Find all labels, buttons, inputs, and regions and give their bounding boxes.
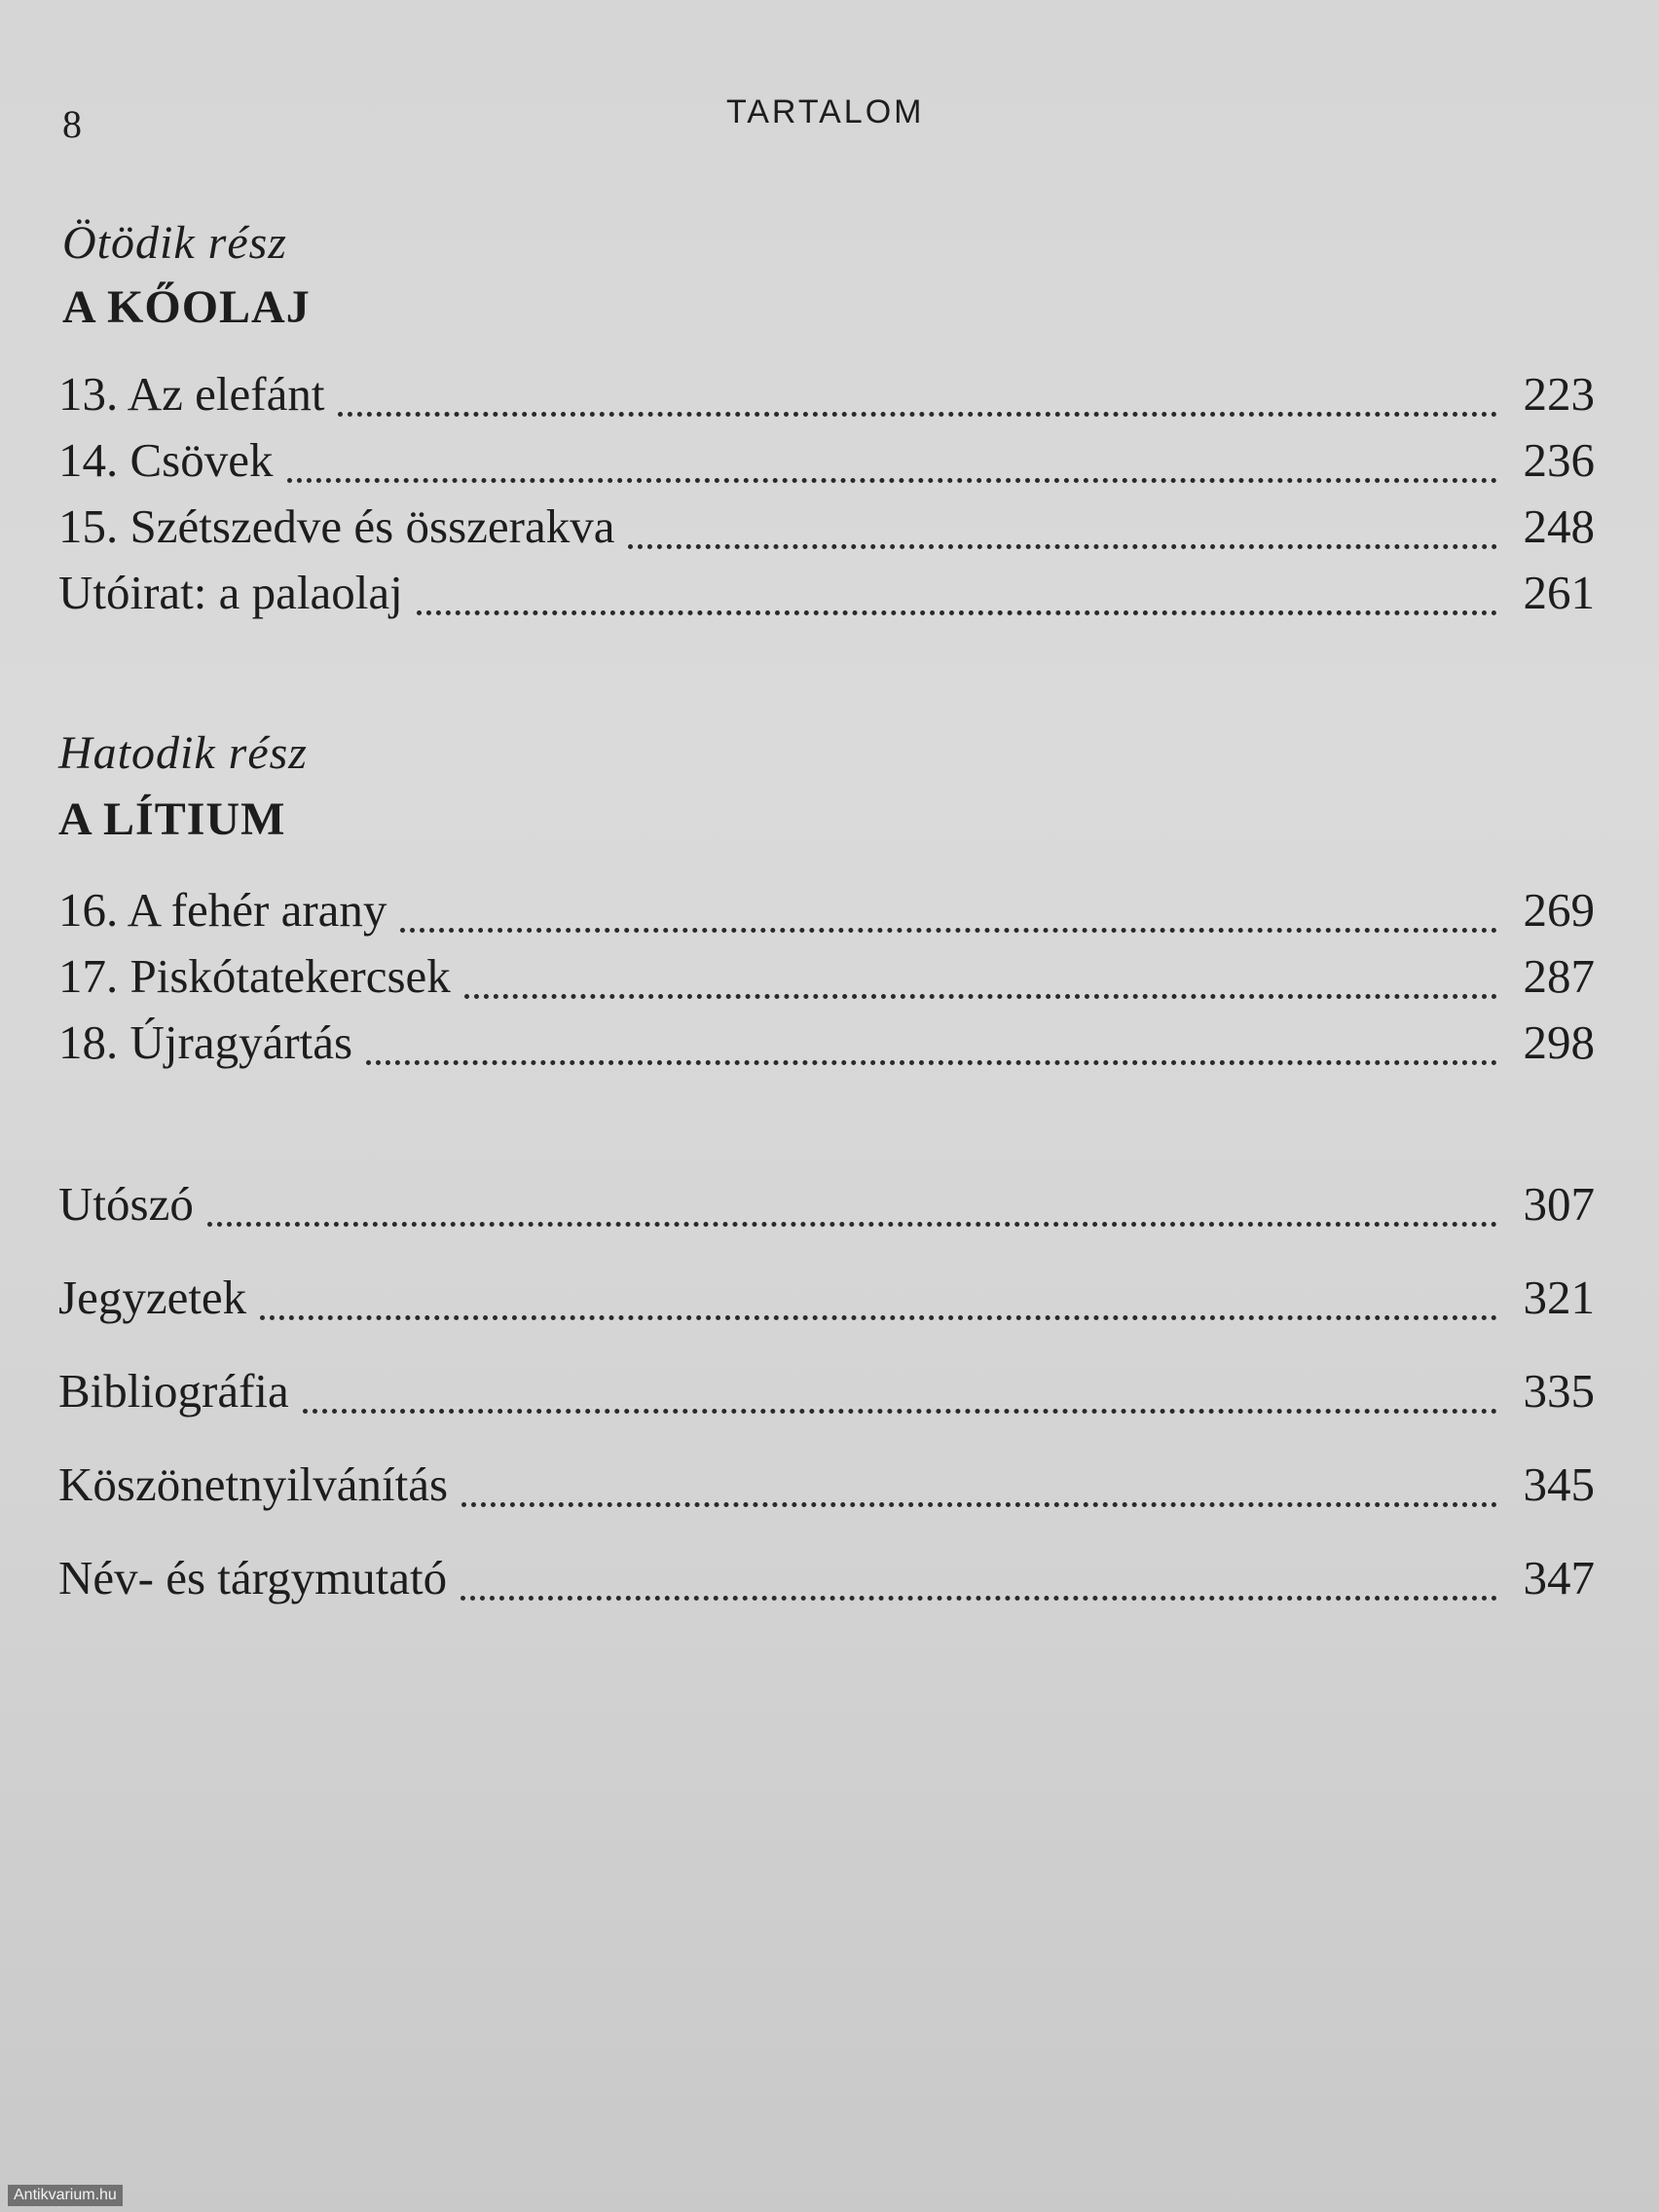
dot-leader xyxy=(464,994,1497,999)
page-number: 8 xyxy=(62,102,82,146)
dot-leader xyxy=(400,928,1497,933)
toc-entry-title: Utószó xyxy=(58,1177,194,1231)
toc-entry-page: 298 xyxy=(1523,1015,1595,1069)
toc-entry-page: 248 xyxy=(1523,499,1595,553)
toc-entry-page: 287 xyxy=(1523,949,1595,1003)
dot-leader xyxy=(260,1315,1497,1320)
toc-entry[interactable] xyxy=(58,948,1595,1009)
toc-entry[interactable] xyxy=(58,1456,1595,1517)
toc-entry[interactable] xyxy=(58,882,1595,942)
toc-entry-title: Jegyzetek xyxy=(58,1271,247,1324)
toc-entry[interactable] xyxy=(58,366,1595,426)
part-title: A LÍTIUM xyxy=(58,793,286,845)
part-label: Hatodik rész xyxy=(58,727,308,779)
toc-entry[interactable] xyxy=(58,1550,1595,1610)
dot-leader xyxy=(366,1060,1497,1065)
site-watermark: Antikvarium.hu xyxy=(8,2185,123,2206)
dot-leader xyxy=(303,1409,1497,1414)
toc-entry-title: Bibliográfia xyxy=(58,1364,289,1418)
toc-entry-page: 269 xyxy=(1523,883,1595,937)
dot-leader xyxy=(287,478,1498,483)
dot-leader xyxy=(338,412,1497,417)
toc-entry-title: 18. Újragyártás xyxy=(58,1015,353,1069)
toc-entry[interactable] xyxy=(58,432,1595,493)
toc-entry-page: 345 xyxy=(1523,1457,1595,1511)
toc-entry-title: 17. Piskótatekercsek xyxy=(58,949,451,1003)
toc-entry-title: 14. Csövek xyxy=(58,433,274,487)
toc-entry-page: 347 xyxy=(1523,1551,1595,1604)
toc-entry[interactable] xyxy=(58,1014,1595,1075)
toc-entry-title: Név- és tárgymutató xyxy=(58,1551,448,1604)
toc-entry-page: 321 xyxy=(1523,1271,1595,1324)
toc-entry-title: 13. Az elefánt xyxy=(58,367,325,421)
toc-entry-title: 16. A fehér arany xyxy=(58,883,387,937)
toc-entry-page: 335 xyxy=(1523,1364,1595,1418)
toc-entry[interactable] xyxy=(58,1363,1595,1423)
dot-leader xyxy=(461,1596,1497,1601)
toc-entry[interactable] xyxy=(58,1270,1595,1330)
running-head: TARTALOM xyxy=(726,93,925,130)
dot-leader xyxy=(628,544,1497,549)
toc-entry-title: Köszönetnyilvánítás xyxy=(58,1457,449,1511)
toc-entry-title: 15. Szétszedve és összerakva xyxy=(58,499,615,553)
toc-entry[interactable] xyxy=(58,1176,1595,1236)
dot-leader xyxy=(417,610,1497,615)
part-label: Ötödik rész xyxy=(62,217,287,269)
toc-entry-page: 236 xyxy=(1523,433,1595,487)
dot-leader xyxy=(461,1502,1497,1507)
toc-entry-page: 307 xyxy=(1523,1177,1595,1231)
dot-leader xyxy=(207,1222,1497,1227)
toc-entry[interactable] xyxy=(58,498,1595,559)
part-title: A KŐOLAJ xyxy=(62,281,311,333)
toc-entry[interactable] xyxy=(58,565,1595,625)
toc-entry-page: 261 xyxy=(1523,566,1595,619)
toc-entry-page: 223 xyxy=(1523,367,1595,421)
toc-entry-title: Utóirat: a palaolaj xyxy=(58,566,403,619)
